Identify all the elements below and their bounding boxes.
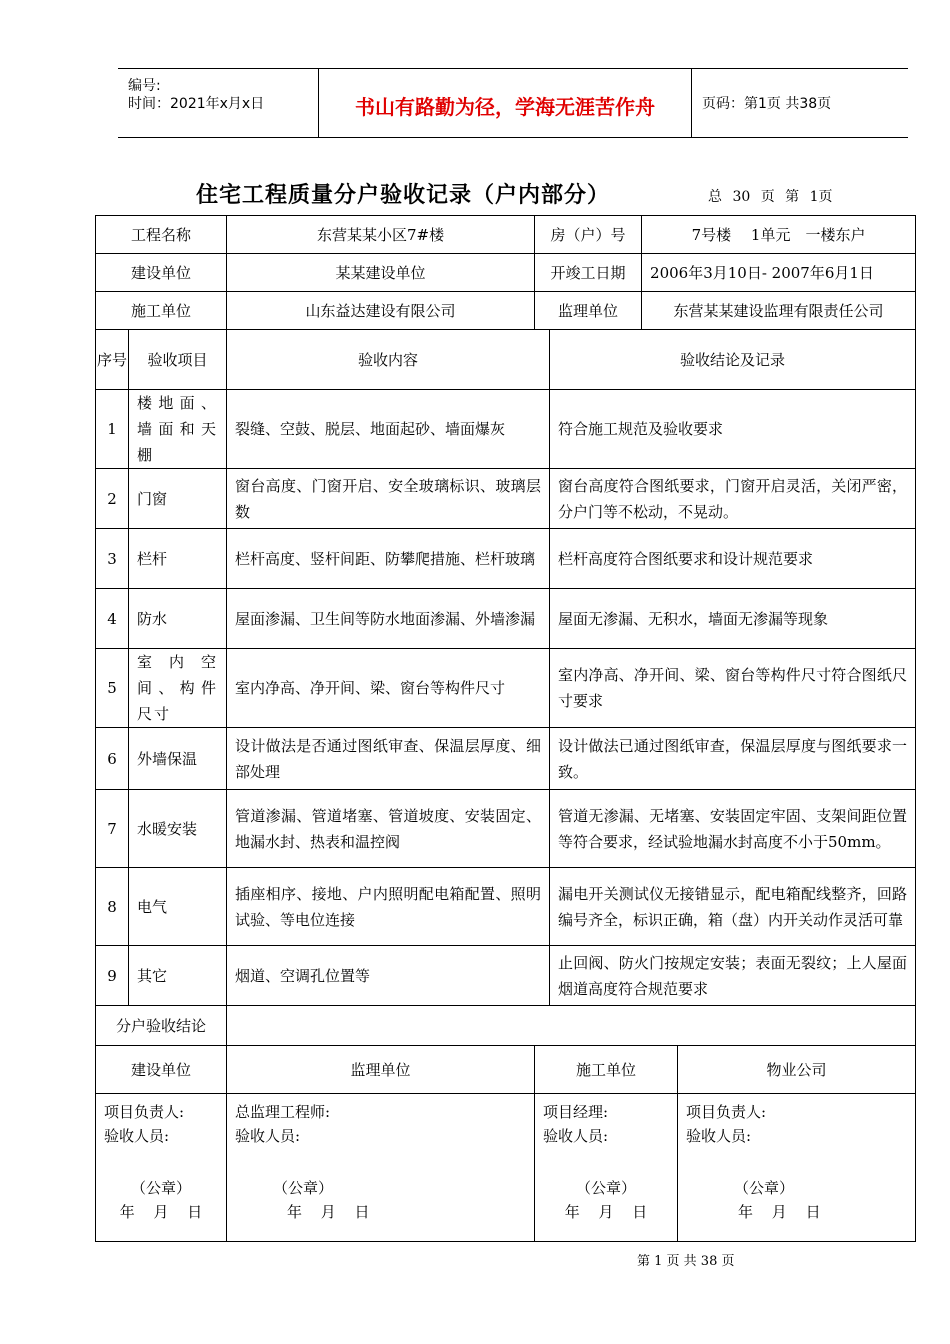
date-label: 年 月 日 [287, 1203, 370, 1221]
row-seq: 8 [96, 868, 129, 946]
header-slogan-cell [319, 69, 692, 137]
row-item: 楼地面、墙面和天棚 [129, 390, 227, 469]
inspector-label: 验收人员: [686, 1127, 752, 1145]
seal-label: （公章） [273, 1179, 334, 1197]
info-row [96, 216, 916, 254]
col-result: 验收结论及记录 [550, 330, 916, 390]
info-label: 施工单位 [96, 292, 227, 330]
info-row [96, 254, 916, 292]
inspector-label: 验收人员: [104, 1127, 170, 1145]
time-label: 时间：2021年x月x日 [128, 96, 265, 112]
unit-owner: 建设单位 [96, 1046, 227, 1094]
conclusion-row [96, 1006, 916, 1046]
info-label: 监理单位 [535, 292, 642, 330]
document-title: 住宅工程质量分户验收记录（户内部分） [196, 182, 611, 208]
date-label: 年 月 日 [738, 1203, 821, 1221]
table-row [96, 946, 916, 1006]
header-meta-cell [118, 69, 319, 137]
row-result: 漏电开关测试仪无接错显示，配电箱配线整齐，回路编号齐全，标识正确，箱（盘）内开关动作灵活可靠 [550, 868, 916, 946]
conclusion-label: 分户验收结论 [96, 1006, 227, 1046]
table-row [96, 649, 916, 728]
row-result: 屋面无渗漏、无积水，墙面无渗漏等现象 [550, 589, 916, 649]
page-label: 页码：第1页 共38页 [702, 96, 832, 112]
table-row [96, 469, 916, 529]
unit-supervisor: 监理单位 [227, 1046, 535, 1094]
info-label: 房（户）号 [535, 216, 642, 254]
row-seq: 5 [96, 649, 129, 728]
row-content: 室内净高、净开间、梁、窗台等构件尺寸 [227, 649, 550, 728]
row-seq: 9 [96, 946, 129, 1006]
col-seq: 序号 [96, 330, 129, 390]
row-content: 烟道、空调孔位置等 [227, 946, 550, 1006]
row-item: 防水 [129, 589, 227, 649]
info-value: 山东益达建设有限公司 [227, 292, 535, 330]
col-content: 验收内容 [227, 330, 550, 390]
row-seq: 4 [96, 589, 129, 649]
table-row [96, 589, 916, 649]
col-item: 验收项目 [129, 330, 227, 390]
row-seq: 1 [96, 390, 129, 469]
info-label: 工程名称 [96, 216, 227, 254]
info-value: 东营某某小区7#楼 [227, 216, 535, 254]
row-item: 电气 [129, 868, 227, 946]
seal-label: （公章） [576, 1179, 637, 1197]
role-label: 项目经理: [543, 1103, 609, 1121]
row-seq: 3 [96, 529, 129, 589]
role-label: 项目负责人: [686, 1103, 767, 1121]
inspector-label: 验收人员: [543, 1127, 609, 1145]
row-result: 窗台高度符合图纸要求，门窗开启灵活，关闭严密，分户门等不松动，不晃动。 [550, 469, 916, 529]
row-item: 水暖安装 [129, 790, 227, 868]
row-result: 止回阀、防火门按规定安装；表面无裂纹；上人屋面烟道高度符合规范要求 [550, 946, 916, 1006]
unit-property: 物业公司 [678, 1046, 916, 1094]
column-header-row [96, 330, 916, 390]
table-row [96, 728, 916, 790]
row-seq: 7 [96, 790, 129, 868]
number-label: 编号: [128, 78, 161, 94]
row-content: 管道渗漏、管道堵塞、管道坡度、安装固定、地漏水封、热表和温控阀 [227, 790, 550, 868]
row-result: 设计做法已通过图纸审查，保温层厚度与图纸要求一致。 [550, 728, 916, 790]
row-item: 外墙保温 [129, 728, 227, 790]
table-row [96, 868, 916, 946]
info-value: 东营某某建设监理有限责任公司 [642, 292, 916, 330]
inspector-label: 验收人员: [235, 1127, 301, 1145]
row-result: 管道无渗漏、无堵塞、安装固定牢固、支架间距位置等符合要求，经试验地漏水封高度不小于50mm。 [550, 790, 916, 868]
row-content: 栏杆高度、竖杆间距、防攀爬措施、栏杆玻璃 [227, 529, 550, 589]
row-result: 栏杆高度符合图纸要求和设计规范要求 [550, 529, 916, 589]
signature-block [96, 1094, 227, 1242]
table-row [96, 390, 916, 469]
row-result: 室内净高、净开间、梁、窗台等构件尺寸符合图纸尺寸要求 [550, 649, 916, 728]
date-label: 年 月 日 [564, 1203, 648, 1221]
row-result: 符合施工规范及验收要求 [550, 390, 916, 469]
seal-label: （公章） [131, 1179, 192, 1197]
unit-contractor: 施工单位 [535, 1046, 678, 1094]
info-value: 7号楼 1单元 一楼东户 [642, 216, 916, 254]
page-header [118, 68, 908, 138]
signature-block [535, 1094, 678, 1242]
row-item: 其它 [129, 946, 227, 1006]
row-content: 设计做法是否通过图纸审查、保温层厚度、细部处理 [227, 728, 550, 790]
conclusion-value [227, 1006, 916, 1046]
info-value: 某某建设单位 [227, 254, 535, 292]
row-seq: 6 [96, 728, 129, 790]
header-page-cell [692, 69, 908, 137]
date-label: 年 月 日 [119, 1203, 203, 1221]
info-label: 开竣工日期 [535, 254, 642, 292]
info-label: 建设单位 [96, 254, 227, 292]
row-item: 栏杆 [129, 529, 227, 589]
row-seq: 2 [96, 469, 129, 529]
table-row [96, 790, 916, 868]
role-label: 总监理工程师: [235, 1103, 331, 1121]
info-value: 2006年3月10日- 2007年6月1日 [642, 254, 916, 292]
role-label: 项目负责人: [104, 1103, 185, 1121]
seal-label: （公章） [734, 1179, 795, 1197]
signature-block [227, 1094, 535, 1242]
signature-row [96, 1094, 916, 1242]
inspection-table [95, 215, 916, 1242]
row-content: 裂缝、空鼓、脱层、地面起砂、墙面爆灰 [227, 390, 550, 469]
row-item: 门窗 [129, 469, 227, 529]
row-content: 插座相序、接地、户内照明配电箱配置、照明试验、等电位连接 [227, 868, 550, 946]
signature-block [678, 1094, 916, 1242]
info-row [96, 292, 916, 330]
row-item: 室内空间、构件尺寸 [129, 649, 227, 728]
signature-unit-row [96, 1046, 916, 1094]
slogan: 书山有路勤为径，学海无涯苦作舟 [355, 95, 655, 119]
page-info: 总 30 页 第 1页 [708, 189, 833, 205]
row-content: 窗台高度、门窗开启、安全玻璃标识、玻璃层数 [227, 469, 550, 529]
page-footer: 第 1 页 共 38 页 [637, 1254, 735, 1269]
table-row [96, 529, 916, 589]
row-content: 屋面渗漏、卫生间等防水地面渗漏、外墙渗漏 [227, 589, 550, 649]
